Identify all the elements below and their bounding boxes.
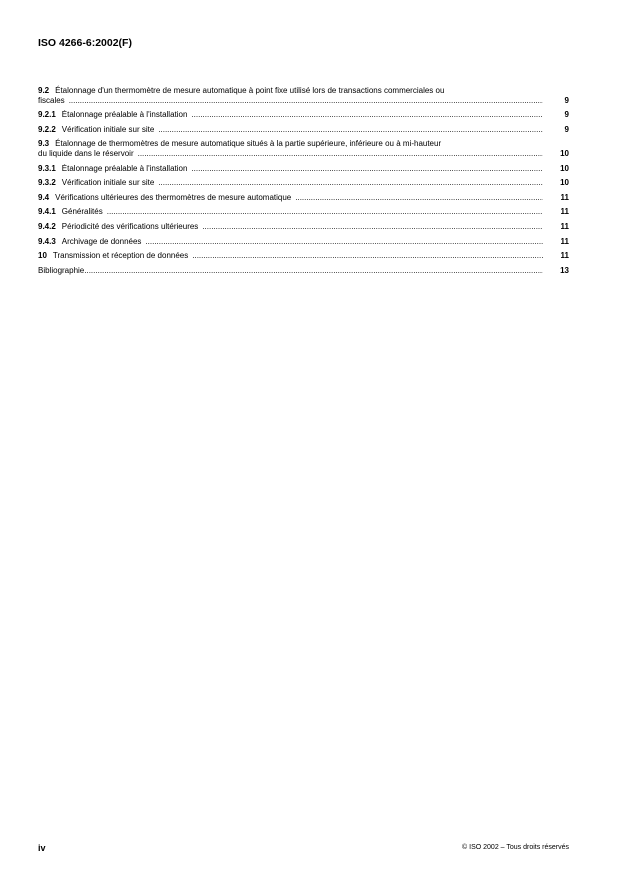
toc-entry-title: Étalonnage préalable à l'installation	[61, 110, 188, 120]
toc-entry-number: 9.2.1	[38, 110, 56, 120]
toc-entry-9-4[interactable]	[38, 193, 569, 203]
toc-entry-title: Étalonnage préalable à l'installation	[61, 163, 188, 173]
toc-entry-page: 10	[560, 148, 569, 158]
toc-entry-page: 9	[564, 110, 569, 120]
toc-entry-number: 9.3.2	[38, 178, 56, 188]
toc-entry-title: Bibliographie	[38, 265, 85, 275]
toc-leader-dots	[191, 164, 543, 174]
toc-entry-9-3[interactable]	[38, 139, 569, 158]
toc-entry-number: 9.4.1	[38, 207, 56, 217]
toc-leader-dots	[192, 251, 543, 261]
toc-entry-title: Archivage de données	[61, 236, 142, 246]
document-header: ISO 4266-6:2002(F)	[38, 37, 132, 49]
toc-entry-title: Vérifications ultérieures des thermomètres de mesure automatique	[55, 192, 292, 202]
toc-entry-title-line1: Étalonnage d'un thermomètre de mesure automatique à point fixe utilisé lors de transactions commerciales ou	[55, 86, 445, 95]
toc-leader-dots	[145, 237, 543, 247]
toc-entry-title: Généralités	[61, 207, 103, 217]
toc-entry-title-line2: fiscales	[38, 95, 65, 105]
toc-entry-page: 11	[560, 192, 569, 202]
toc-entry-number: 9.4	[38, 192, 50, 202]
toc-leader-dots	[138, 149, 543, 159]
toc-entry-title-line2: du liquide dans le réservoir	[38, 148, 134, 158]
toc-entry-page: 9	[564, 95, 569, 105]
toc-leader-dots	[84, 266, 543, 276]
toc-entry-page: 10	[560, 178, 569, 188]
toc-leader-dots	[69, 96, 543, 106]
toc-entry-number: 9.3.1	[38, 163, 56, 173]
toc-leader-dots	[158, 178, 543, 188]
toc-entry-number: 9.3	[38, 139, 50, 149]
toc-entry-title: Périodicité des vérifications ultérieures	[61, 221, 199, 231]
toc-entry-number: 10	[38, 251, 47, 261]
toc-leader-dots	[107, 207, 543, 217]
toc-entry-9-2-1[interactable]	[38, 110, 569, 120]
toc-entry-number: 9.4.2	[38, 221, 56, 231]
toc-entry-title-line1: Étalonnage de thermomètres de mesure automatique situés à la partie supérieure, inférieure ou à mi-hauteur	[55, 139, 442, 149]
toc-entry-9-2[interactable]	[38, 86, 569, 105]
toc-entry-title: Vérification initiale sur site	[61, 178, 155, 188]
toc-entry-title: Vérification initiale sur site	[61, 124, 155, 134]
toc-entry-page: 10	[560, 163, 569, 173]
toc-entry-9-4-1[interactable]	[38, 207, 569, 217]
toc-entry-9-2-2[interactable]	[38, 125, 569, 135]
toc-entry-page: 13	[560, 265, 569, 275]
toc-leader-dots	[295, 193, 543, 203]
toc-entry-9-3-2[interactable]	[38, 178, 569, 188]
toc-entry-page: 9	[564, 124, 569, 134]
toc-entry-page: 11	[560, 221, 569, 231]
toc-entry-10[interactable]	[38, 251, 569, 261]
toc-entry-page: 11	[560, 207, 569, 217]
toc-entry-number: 9.4.3	[38, 236, 56, 246]
toc-entry-9-4-2[interactable]	[38, 222, 569, 232]
toc-entry-9-4-3[interactable]	[38, 237, 569, 247]
toc-entry-9-3-1[interactable]	[38, 164, 569, 174]
footer-copyright: © ISO 2002 – Tous droits réservés	[462, 844, 569, 851]
toc-entry-number: 9.2	[38, 86, 50, 95]
toc-entry-page: 11	[560, 236, 569, 246]
footer-page-number: iv	[38, 843, 46, 853]
toc-entry-number: 9.2.2	[38, 124, 56, 134]
toc-leader-dots	[202, 222, 543, 232]
toc-leader-dots	[191, 110, 543, 120]
toc-entry-bibliographie[interactable]	[38, 266, 569, 276]
toc-entry-page: 11	[560, 251, 569, 261]
toc-leader-dots	[158, 125, 543, 135]
toc-entry-title: Transmission et réception de données	[52, 251, 189, 261]
table-of-contents	[38, 86, 569, 275]
